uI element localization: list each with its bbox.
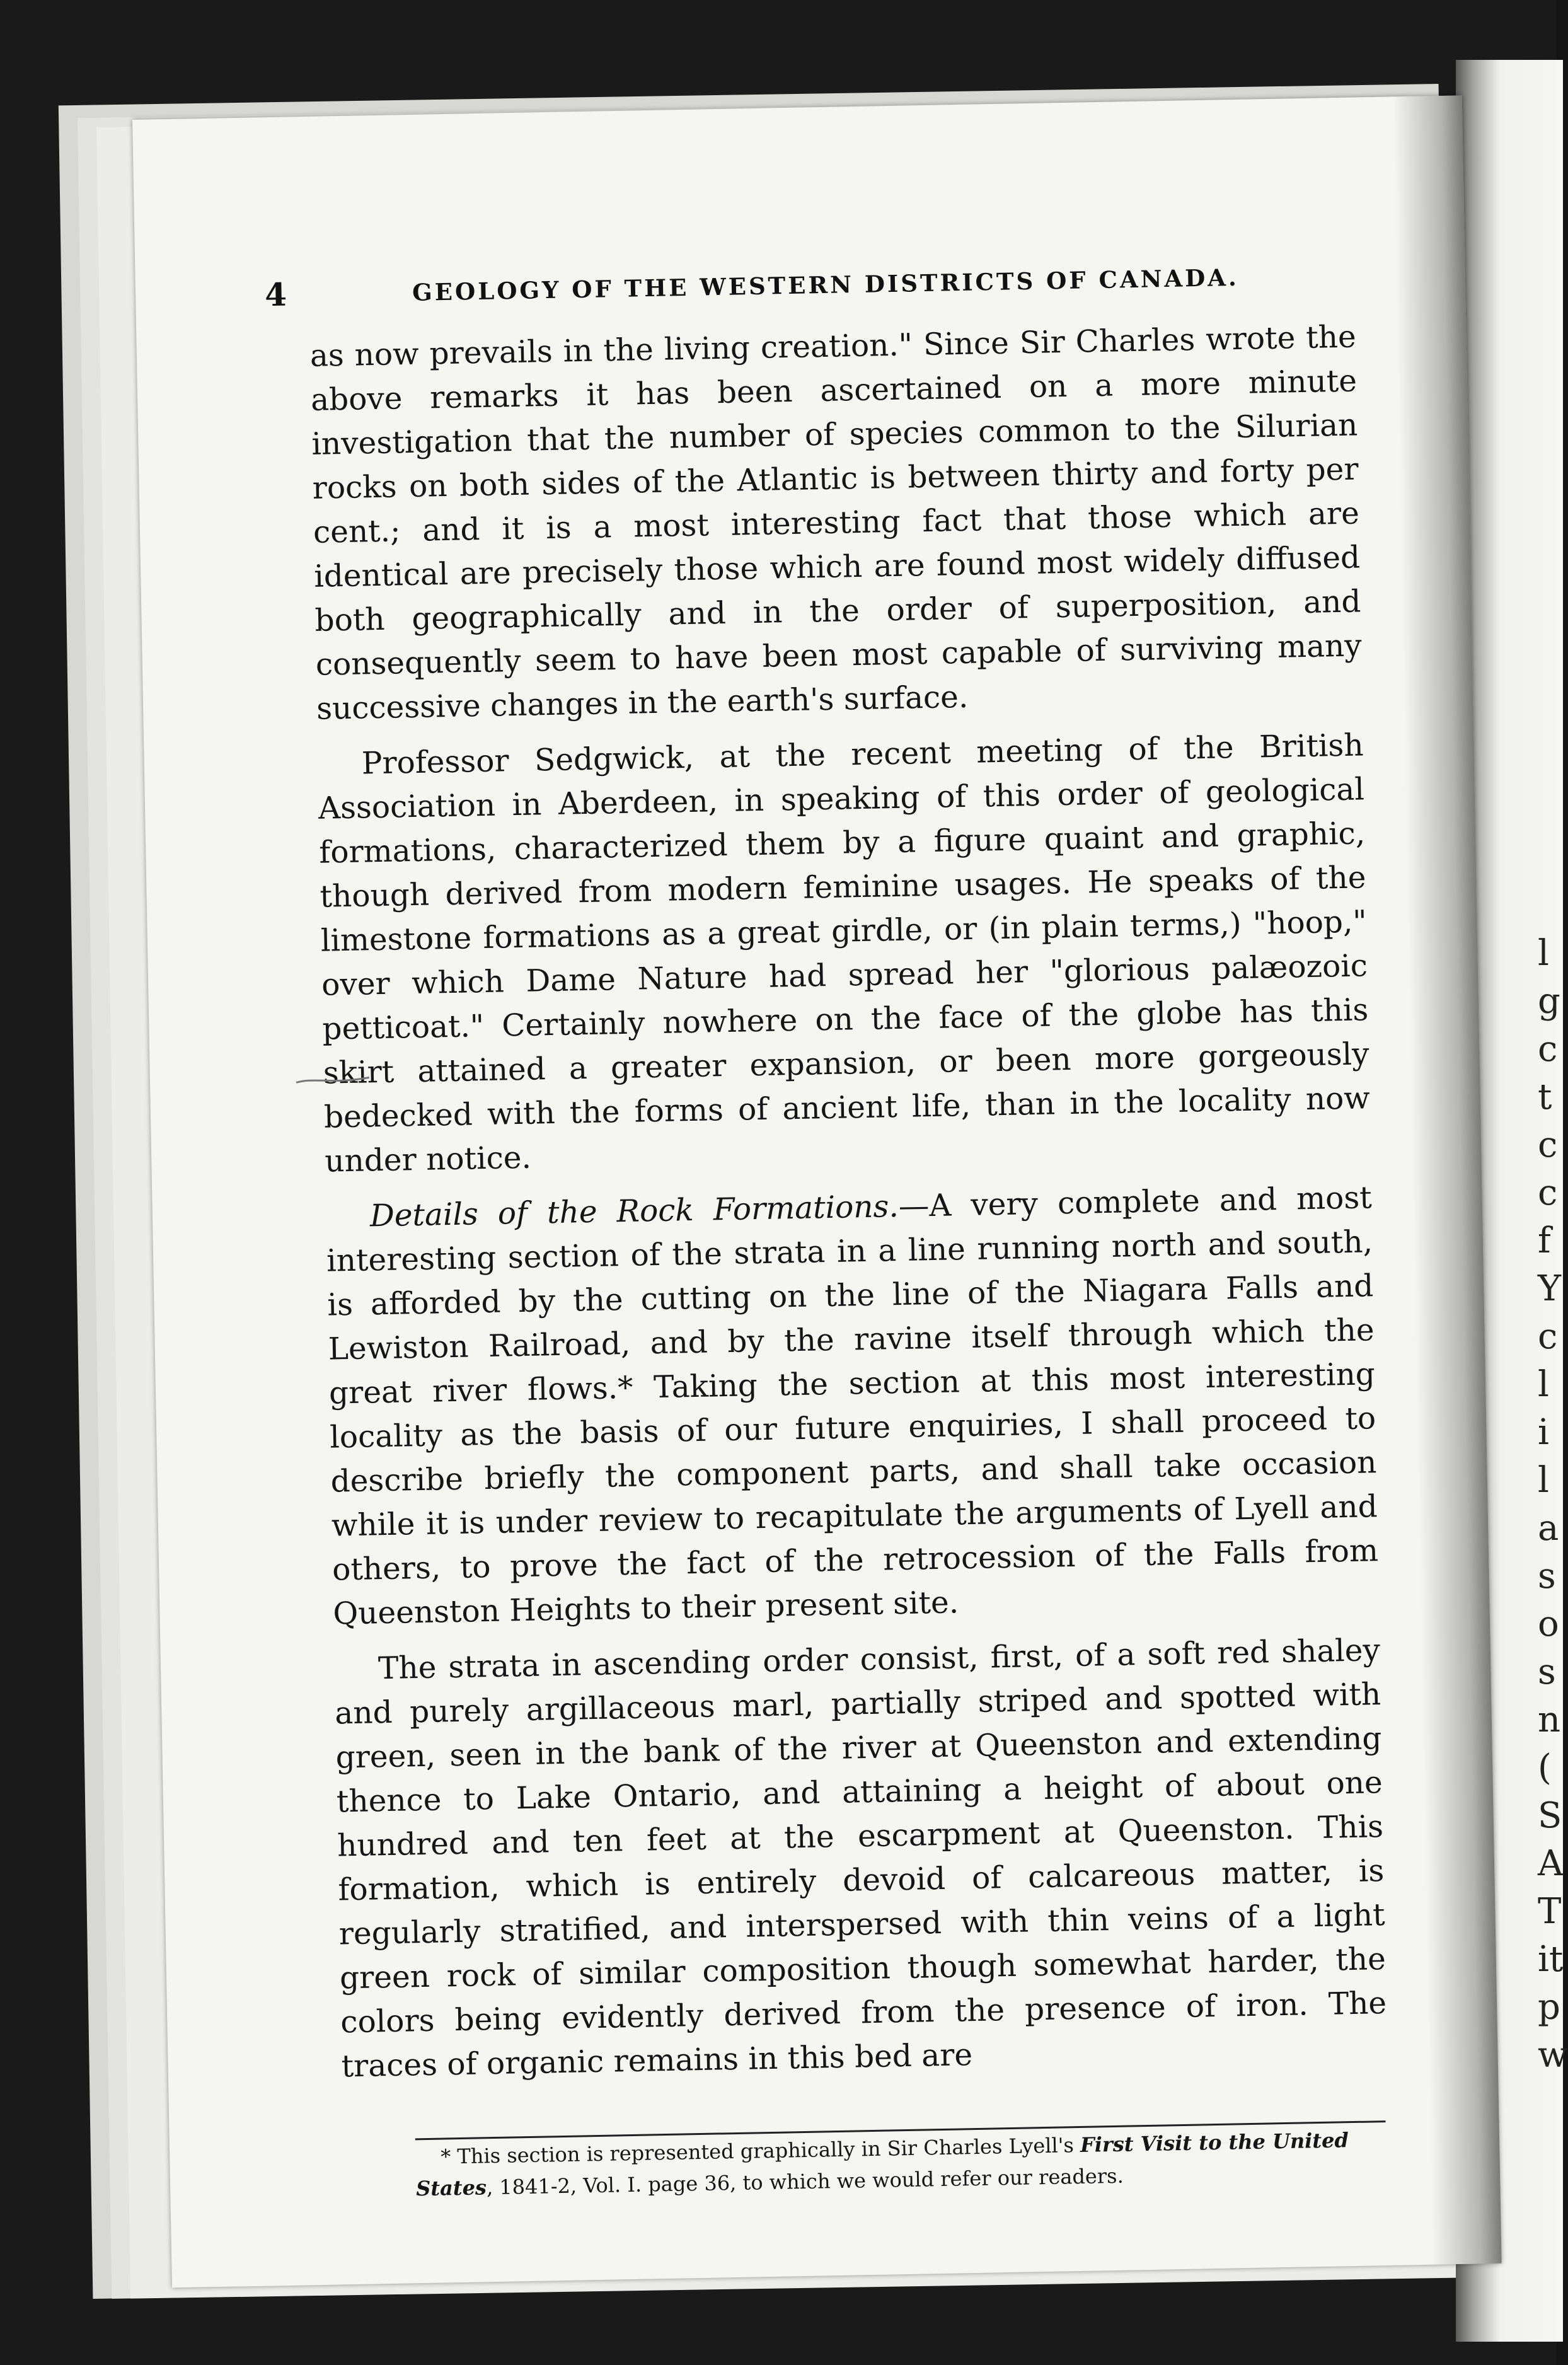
paragraph-text: The strata in ascending order consist, first, of a soft red shaley and purely argillaceous marl, partially striped and spotted with green, seen in the bank of the river at Queenston and extending thence to Lake Ontario, and attaining a height of about one hundred and ten feet at the escarpment at Queenston. This formation, which is entirely devoid of calcareous matter, is regularly stratified, and interspersed with thin veins of a light green rock of similar composition though somewhat harder, the colors being evidently derived from the presence of iron. The traces of organic remains in this bed are [334, 1633, 1387, 2085]
footnote-prefix: * This section is represented graphically in Sir Charles Lyell's [440, 2132, 1081, 2169]
body-text [309, 315, 1388, 2100]
edge-letter: l [1538, 1364, 1549, 1405]
edge-letter: l [1538, 1460, 1549, 1501]
running-head: GEOLOGY OF THE WESTERN DISTRICTS OF CANADA. [412, 263, 1240, 306]
page-number: 4 [264, 275, 287, 314]
edge-letter: f [1538, 1220, 1551, 1261]
edge-letter: c [1538, 1029, 1558, 1070]
paragraph-text: Professor Sedgwick, at the recent meeting of the British Association in Aberdeen, in speaking of this order of geological formations, characterized them by a figure quaint and graphic, though derived from modern feminine usages. He speaks of the limestone formations as a great girdle, or (in plain terms,) "hoop," over which Dame Nature had spread her "glorious palæozoic petticoat." Certainly nowhere on the face of the globe has this skirt attained a greater expansion, or been more gorgeously bedecked with the forms of ancient life, than in the locality now under notice. [318, 727, 1371, 1179]
edge-letter: A [1538, 1843, 1564, 1884]
pencil-mark-icon [295, 1073, 371, 1087]
edge-letter: ( [1538, 1747, 1552, 1788]
edge-letter: s [1538, 1556, 1556, 1597]
paragraph-text: as now prevails in the living creation." Since Sir Charles wrote the above remarks it has been ascertained on a more minute investigation that the number of species common to the Silurian rocks on both sides of the Atlantic is between thirty and forty per cent.; and it is a most interesting fact that those which are identical are precisely those which are found most widely diffused both geographically and in the order of superposition, and consequently seem to have been most capable of surviving many successive changes in the earth's surface. [309, 319, 1363, 727]
edge-letter: Y [1538, 1268, 1561, 1309]
edge-letter: it [1538, 1939, 1564, 1980]
edge-letter: p [1538, 1987, 1560, 2028]
edge-letter: c [1538, 1316, 1558, 1357]
footnote-title: First Visit to the United States [415, 2128, 1349, 2201]
edge-letter: S [1538, 1795, 1562, 1836]
book-page [132, 95, 1502, 2287]
edge-letter: w [1538, 2035, 1568, 2076]
paragraph-3 [325, 1176, 1380, 1636]
edge-letter: c [1538, 1172, 1558, 1213]
paragraph-2 [317, 723, 1371, 1183]
edge-letter: s [1538, 1651, 1556, 1692]
paragraph-4 [333, 1628, 1388, 2088]
edge-letter: o [1538, 1604, 1559, 1645]
edge-letter: T [1538, 1891, 1562, 1932]
footnote-suffix: , 1841-2, Vol. I. page 36, to which we would refer our readers. [486, 2163, 1124, 2200]
edge-letter: t [1538, 1077, 1552, 1118]
page-header [264, 262, 1343, 314]
paragraph-1 [309, 315, 1363, 731]
edge-letter: i [1538, 1412, 1549, 1453]
edge-letter: n [1538, 1699, 1561, 1740]
edge-letter: g [1538, 981, 1560, 1022]
edge-letter: a [1538, 1508, 1559, 1549]
edge-letter: c [1538, 1125, 1558, 1165]
paragraph-text: —A very complete and most interesting section of the strata in a line running north and south, is afforded by the cutting on the line of the Niagara Falls and Lewiston Railroad, and by the ravine itself through which the great river flows.* Taking the section at this most interesting locality as the basis of our future enquiries, I shall proceed to describe briefly the component parts, and shall take occasion while it is under review to recapitulate the arguments of Lyell and others, to prove the fact of the retrocession of the Falls from Queenston Heights to their present site. [326, 1180, 1379, 1632]
section-heading: Details of the Rock Formations. [369, 1189, 899, 1234]
edge-letter: l [1538, 933, 1549, 974]
